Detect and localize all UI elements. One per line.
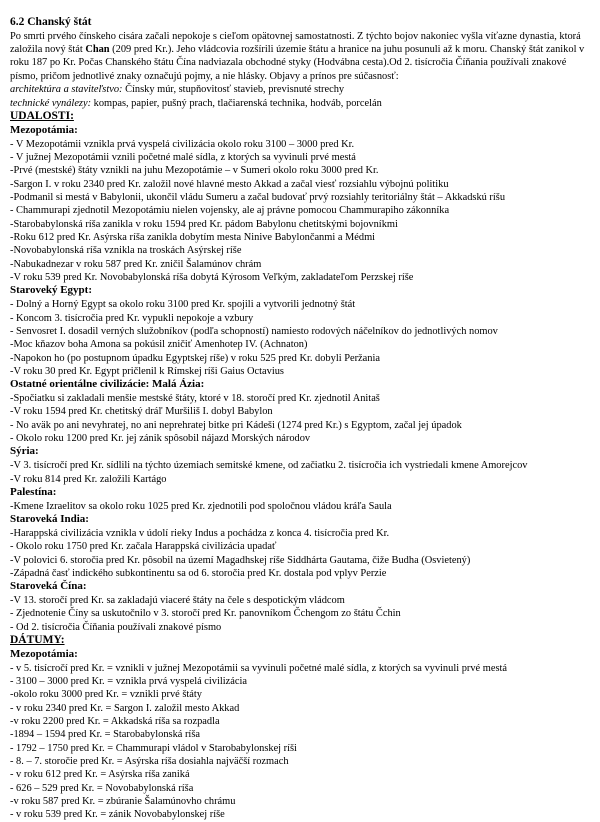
event-item: -Starobabylonská ríša zanikla v roku 1594 pred Kr. pádom Babylonu chetitskými bojovníkmi [10,218,398,230]
date-item: - 3100 – 3000 pred Kr. = vznikla prvá vyspelá civilizácia [10,676,247,687]
date-item: - 626 – 529 pred Kr. = Novobabylonská ríša [10,782,194,794]
event-item: -V roku 814 pred Kr. založili Kartágo [10,473,167,485]
event-item: -Spočiatku si zakladali menšie mestské štáty, ktoré v 18. storočí pred Kr. zjednotil Anitaš [10,393,380,405]
events-section-heading: Staroveká Čína: [10,580,87,593]
event-item: -Harappská civilizácia vznikla v údolí rieky Indus a pochádza z konca 4. tisícročia pred Kr. [10,527,390,539]
events-section-heading: Palestína: [10,485,57,498]
inventions-text: kompas, papier, pušný prach, tlačiarenská technika, hodváb, porcelán [91,97,382,109]
date-item: -1894 – 1594 pred Kr. = Starobabylonská ríša [10,729,200,741]
event-item: -Podmanil si mestá v Babylonii, ukončil vládu Sumeru a začal budovať prvý rozsiahly teritoriálny štát – Akkadskú ríšu [10,192,506,203]
dates-subheading: Mezopotámia: [10,647,78,660]
date-item: - v 5. tisícročí pred Kr. = vznikli v južnej Mezopotámii sa vyvinuli početné malé sídla, z ktorých sa vyvinuli prvé mestá [10,662,507,674]
event-item: -Novobabylonská ríša vznikla na troskách Asýrskej ríše [10,245,242,257]
date-item: - v roku 612 pred Kr. = Asýrska ríša zaniká [10,769,190,781]
events-section-heading: Sýria: [10,445,39,458]
event-item: - Senvosret I. dosadil verných služobníkov (podľa schopností) namiesto rodových náčelníkov do jednotlivých nomov [10,325,498,337]
dates-heading: DÁTUMY: [10,634,65,647]
event-item: -V roku 539 pred Kr. Novobabylonská ríša dobytá Kýrosom Veľkým, zakladateľom Perzskej ríše [10,272,414,284]
event-item: - Okolo roku 1750 pred Kr. začala Harappská civilizácia upadať [10,541,277,553]
inventions-label: technické vynálezy: [10,97,92,109]
event-item: -Kmene Izraelitov sa okolo roku 1025 pred Kr. zjednotili pod spoločnou vládou kráľa Saula [10,500,392,512]
section-title: 6.2 Chanský štát [10,16,92,28]
event-item: - Okolo roku 1200 pred Kr. jej zánik spôsobil nájazd Morských národov [10,433,311,445]
date-item: - 8. – 7. storočie pred Kr. = Asýrska ríša dosiahla najväčší rozmach [10,756,289,768]
events-section-heading: Mezopotámia: [10,123,78,136]
intro-text-2: (209 pred Kr.). Jeho vládcovia rozšírili územie štátu a hranice na juhu posunuli až k moru. Chanský štát zanikol v roku 187 po Kr. Počas Chanského štátu Čína nadviazala obchodné styky (Hodvábna cesta).Od 2. tisícročia Číňania používali znakové písmo, pričom jednotlivé znaky označujú pojmy, a nie hlásky. Objavy a prínos pre súčasnosť: [10,44,585,82]
architecture-line [10,83,590,96]
event-item: - Dolný a Horný Egypt sa okolo roku 3100 pred Kr. spojili a vytvorili jednotný štát [10,299,356,311]
event-item: -Prvé (mestské) štáty vznikli na juhu Mezopotámie – v Sumeri okolo roku 3000 pred Kr. [10,165,379,177]
architecture-label: architektúra a staviteľstvo: [10,84,123,96]
event-item: - Koncom 3. tisícročia pred Kr. vypukli nepokoje a vzbury [10,312,254,324]
event-item: - No aväk po ani nevyhratej, no ani neprehratej bitke pri Kádeši (1274 pred Kr.) s Egyptom, začal jej úpadok [10,419,462,431]
events-list [10,124,590,634]
intro-bold-word: Chan [85,44,110,55]
event-item: - Zjednotenie Číny sa uskutočnilo v 3. storočí pred Kr. panovníkom Čchengom zo štátu Čchin [10,608,401,620]
date-item: - 1792 – 1750 pred Kr. = Chammurapi vládol v Starobabylonskej ríši [10,742,297,754]
dates-list [10,662,590,822]
event-item: -V roku 30 pred Kr. Egypt pričlenil k Rímskej ríši Gaius Octavius [10,365,284,377]
event-item: -V 3. tisícročí pred Kr. sídlili na týchto územiach semitské kmene, od začiatku 2. tisícročia ich vystriedali kmene Amorejcov [10,460,528,472]
date-item: -okolo roku 3000 pred Kr. = vznikli prvé štáty [10,689,202,701]
intro-text-1: Po smrti prvého čínskeho cisára začali nepokoje s cieľom opätovnej samostatnosti. Z týchto bojov nakoniec vyšla víťazne dynastia, ktorá založila nový štát [10,30,581,55]
event-item: - V južnej Mezopotámii vznili početné malé sídla, z ktorých sa vyvinuli prvé mestá [10,151,356,163]
event-item: -Roku 612 pred Kr. Asýrska ríša zanikla dobytím mesta Ninive Babylončanmi a Médmi [10,232,376,244]
events-section-heading: Ostatné orientálne civilizácie: Malá Ázia: [10,378,205,391]
events-heading: UDALOSTI: [10,110,74,123]
events-section-heading: Staroveká India: [10,513,89,526]
event-item: -Západná časť indického subkontinentu sa od 6. storočia pred Kr. dostala pod vplyv Perzie [10,567,387,579]
date-item: - v roku 2340 pred Kr. = Sargon I. založil mesto Akkad [10,702,240,714]
event-item: -Moc kňazov boha Amona sa pokúsil zničiť Amenhotep IV. (Achnaton) [10,339,308,351]
events-section-heading: Staroveký Egypt: [10,284,92,297]
date-item: -v roku 2200 pred Kr. = Akkadská ríša sa rozpadla [10,716,220,728]
architecture-text: Čínsky múr, stupňovitosť stavieb, previsnuté strechy [122,84,345,96]
inventions-line [10,97,590,110]
document-page [10,16,590,822]
event-item: -V polovici 6. storočia pred Kr. pôsobil na území Magadhskej ríše Siddhárta Gautama, čiže Budha (Osvietený) [10,554,471,566]
event-item: -Sargon I. v roku 2340 pred Kr. založil nové hlavné mesto Akkad a začal viesť rozsiahlu výbojnú politiku [10,178,449,190]
event-item: - V Mezopotámii vznikla prvá vyspelá civilizácia okolo roku 3100 – 3000 pred Kr. [10,138,355,150]
event-item: - Od 2. tisícročia Číňania používali znakové písmo [10,621,222,633]
intro-paragraph [10,30,590,84]
event-item: -V 13. storočí pred Kr. sa zakladajú viaceré štáty na čele s despotickým vládcom [10,595,345,607]
event-item: -V roku 1594 pred Kr. chetitský dráľ Muršiliš I. dobyl Babylon [10,406,273,418]
date-item: - v roku 539 pred Kr. = zánik Novobabylonskej ríše [10,809,225,821]
event-item: - Chammurapi zjednotil Mezopotámiu nielen vojensky, ale aj právne pomocou Chammurapiho zákonníka [10,205,450,217]
event-item: -Napokon ho (po postupnom úpadku Egyptskej ríše) v roku 525 pred Kr. dobyli Peržania [10,352,380,364]
event-item: -Nabukadnezar v roku 587 pred Kr. zničil Šalamúnov chrám [10,258,262,270]
date-item: -v roku 587 pred Kr. = zbúranie Šalamúnovho chrámu [10,796,236,808]
